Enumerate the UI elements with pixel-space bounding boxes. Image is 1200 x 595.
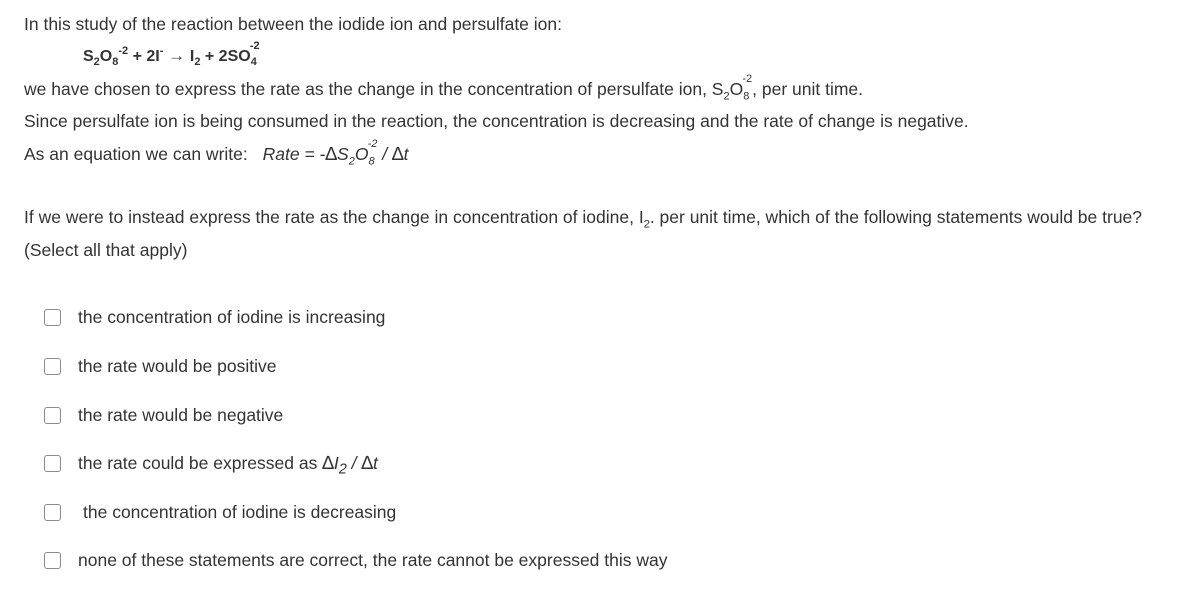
option-4[interactable] — [44, 452, 378, 478]
slash: / — [346, 453, 362, 473]
sub: 8 — [368, 155, 375, 168]
intro-line-3 — [24, 73, 864, 103]
option-label: the concentration of iodine is decreasing — [83, 502, 397, 522]
eq-plus-iodide: + 2I — [128, 48, 160, 65]
sub: 2 — [348, 155, 355, 168]
delta-symbol: ∆ — [361, 453, 374, 474]
intro-line-5-text: As an equation we can write: — [24, 144, 248, 164]
rate-label: Rate = - — [262, 144, 326, 164]
intro-line-5 — [24, 138, 409, 168]
text: t — [373, 453, 378, 473]
sub: 2 — [643, 218, 650, 231]
intro-line-1: In this study of the reaction between the iodide ion and persulfate ion: — [24, 14, 562, 34]
checkbox[interactable] — [44, 358, 61, 375]
text: O — [729, 79, 744, 99]
text: I — [333, 453, 339, 473]
intro-line-3-text: we have chosen to express the rate as the change in the concentration of persulfate ion, S — [24, 79, 724, 99]
option-1[interactable] — [44, 306, 386, 328]
option-label: the concentration of iodine is increasing — [78, 307, 386, 327]
option-label: none of these statements are correct, the rate cannot be expressed this way — [78, 550, 668, 570]
eq-arrow: → — [163, 46, 190, 65]
delta-symbol: ∆ — [322, 453, 334, 474]
checkbox[interactable] — [44, 309, 61, 326]
reaction-equation — [83, 39, 267, 69]
eq-product-i: I — [189, 48, 195, 65]
option-6[interactable] — [44, 549, 668, 571]
eq-charge: -2 — [118, 44, 129, 57]
rate-equation — [262, 138, 409, 168]
eq-plus-sulfate: + 2SO — [200, 48, 251, 65]
slash: / — [377, 144, 392, 164]
question-line-2: (Select all that apply) — [24, 240, 188, 260]
text: O — [354, 144, 369, 164]
delta-symbol: ∆ — [391, 144, 404, 165]
eq-charge: -2 — [249, 39, 260, 52]
question-text: . per unit time, which of the following statements would be true? — [649, 207, 1143, 227]
eq-charge: - — [159, 44, 164, 57]
eq-sub: 8 — [112, 56, 119, 69]
option-2[interactable] — [44, 355, 277, 377]
sup: -2 — [367, 138, 378, 151]
question-text: If we were to instead express the rate as the change in concentration of iodine, I — [24, 207, 644, 227]
option-label — [78, 452, 378, 481]
text: t — [403, 144, 409, 164]
checkbox[interactable] — [44, 407, 61, 424]
eq-reactant-o: O — [99, 48, 113, 65]
eq-sub: 2 — [194, 56, 201, 69]
sub: 2 — [723, 90, 730, 103]
eq-reactant-s: S — [83, 48, 94, 65]
sub: 8 — [743, 90, 750, 103]
text: , per unit time. — [752, 79, 864, 99]
checkbox[interactable] — [44, 552, 61, 569]
checkbox[interactable] — [44, 504, 61, 521]
intro-line-4: Since persulfate ion is being consumed in the reaction, the concentration is decreasing and the rate of change is negative. — [24, 111, 969, 131]
eq-sub: 4 — [250, 56, 257, 69]
sup: -2 — [742, 73, 753, 86]
eq-sub: 2 — [93, 56, 100, 69]
delta-symbol: ∆ — [325, 144, 337, 165]
text: S — [337, 144, 349, 164]
question-line-1 — [24, 206, 1143, 231]
checkbox[interactable] — [44, 455, 61, 472]
option-label: the rate would be negative — [78, 405, 284, 425]
sub: 2 — [338, 461, 347, 478]
option-3[interactable] — [44, 404, 284, 426]
option-5[interactable] — [44, 501, 397, 523]
option-label: the rate would be positive — [78, 356, 277, 376]
text: the rate could be expressed as — [78, 453, 323, 473]
